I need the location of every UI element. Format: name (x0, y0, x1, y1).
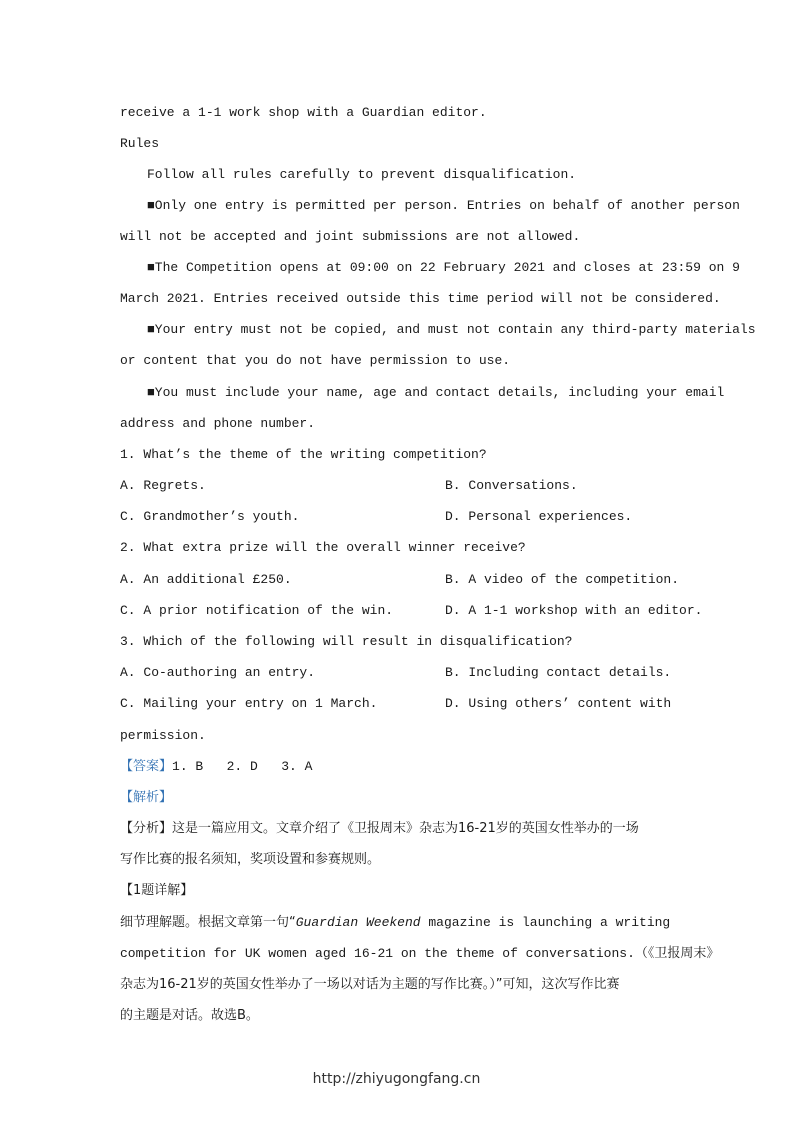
detail-line: 杂志为16-21岁的英国女性举办了一场以对话为主题的写作比赛。）”可知，这次写作比赛 (120, 977, 620, 992)
rule-item: ■The Competition opens at 09:00 on 22 February 2021 and closes at 23:59 on 9 (147, 260, 740, 275)
option-b: B. Including contact details. (445, 665, 672, 680)
answer-label: 【答案】 (120, 759, 173, 774)
detail-label: 【1题详解】 (120, 883, 194, 898)
analysis-label: 【解析】 (120, 790, 173, 805)
option-a: A. An additional £250. (120, 572, 292, 587)
paragraph-line: receive a 1-1 work shop with a Guardian editor. (120, 105, 487, 120)
option-d: D. A 1-1 workshop with an editor. (445, 603, 703, 618)
option-c: C. A prior notification of the win. (120, 603, 394, 618)
rule-item-continued: March 2021. Entries received outside this time period will not be considered. (120, 291, 721, 306)
detail-line: 的主题是对话。故选B。 (120, 1008, 259, 1023)
analysis-line (120, 820, 680, 838)
option-d-continued: permission. (120, 728, 206, 743)
detail-line: competition for UK women aged 16-21 on the theme of conversations.（《卫报周末》 (120, 946, 720, 961)
option-c: C. Mailing your entry on 1 March. (120, 696, 378, 711)
rule-item: ■You must include your name, age and contact details, including your email (147, 385, 725, 400)
rule-item-continued: will not be accepted and joint submissions are not allowed. (120, 229, 581, 244)
detail-line (120, 914, 680, 932)
paragraph-line: Follow all rules carefully to prevent disqualification. (147, 167, 577, 182)
question-stem: 1. What’s the theme of the writing competition? (120, 447, 487, 462)
question-stem: 2. What extra prize will the overall winner receive? (120, 540, 526, 555)
analysis-text: 这是一篇应用文。文章介绍了《卫报周末》杂志为16-21岁的英国女性举办的一场 (172, 821, 639, 836)
rule-item: ■Only one entry is permitted per person. Entries on behalf of another person (147, 198, 740, 213)
option-d: D. Using others’ content with (445, 696, 672, 711)
rule-item-continued: or content that you do not have permission to use. (120, 353, 511, 368)
magazine-title: Guardian Weekend (295, 915, 421, 930)
detail-prefix: 细节理解题。根据文章第一句“ (120, 915, 296, 930)
rule-item-continued: address and phone number. (120, 416, 316, 431)
option-a: A. Regrets. (120, 478, 206, 493)
option-c: C. Grandmother’s youth. (120, 509, 300, 524)
question-stem: 3. Which of the following will result in disqualification? (120, 634, 573, 649)
answer-text: 1. B 2. D 3. A (172, 759, 313, 774)
rules-heading: Rules (120, 136, 160, 151)
option-a: A. Co-authoring an entry. (120, 665, 316, 680)
analysis-line-continued: 写作比赛的报名须知，奖项设置和参赛规则。 (120, 852, 381, 867)
option-d: D. Personal experiences. (445, 509, 633, 524)
option-b: B. Conversations. (445, 478, 578, 493)
footer-url[interactable]: http://zhiyugongfang.cn (312, 1071, 481, 1087)
option-b: B. A video of the competition. (445, 572, 680, 587)
analysis-sub-label: 【分析】 (120, 821, 173, 836)
detail-english: magazine is launching a writing (420, 915, 671, 930)
rule-item: ■Your entry must not be copied, and must not contain any third-party materials (147, 322, 756, 337)
answer-line (120, 758, 680, 776)
